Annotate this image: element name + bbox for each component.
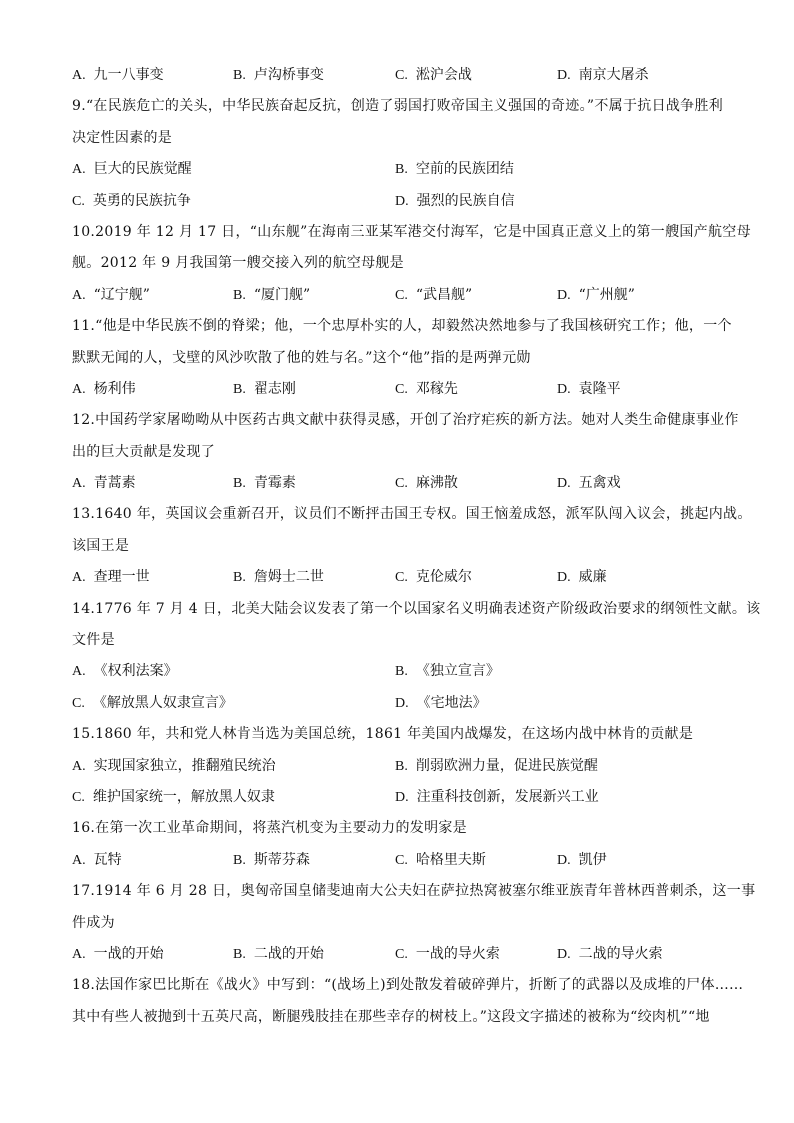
- q17-option-a[interactable]: A. 一战的开始: [72, 945, 164, 962]
- q16-options: [72, 845, 732, 876]
- q17-stem-line-2: 件成为: [72, 914, 115, 931]
- q15-options-row-1: [72, 751, 732, 782]
- q16-option-d[interactable]: D. 凯伊: [557, 851, 607, 868]
- q9-options-row-2: [72, 186, 732, 217]
- q8-option-c[interactable]: C. 淞沪会战: [395, 67, 472, 83]
- q17-stem-line-1: 17.1914 年 6 月 28 日，奥匈帝国皇储斐迪南大公夫妇在萨拉热窝被塞尔维亚族青年普林西普刺杀，这一事: [72, 883, 756, 900]
- q10-stem-line-1: 10.2019 年 12 月 17 日，“山东舰”在海南三亚某军港交付海军，它是中国真正意义上的第一艘国产航空母: [72, 223, 751, 240]
- q13-option-d[interactable]: D. 威廉: [557, 569, 607, 586]
- q14-stem-line-1: 14.1776 年 7 月 4 日，北美大陆会议发表了第一个以国家名义明确表述资产阶级政治要求的纲领性文献。该: [72, 600, 761, 617]
- q9-stem-line-1: 9.“在民族危亡的关头，中华民族奋起反抗，创造了弱国打败帝国主义强国的奇迹。”不属于抗日战争胜利: [72, 98, 724, 115]
- q12-option-b[interactable]: B. 青霉素: [233, 475, 296, 492]
- q11-option-d[interactable]: D. 袁隆平: [557, 380, 621, 397]
- q14-options-row-2: [72, 688, 732, 719]
- q8-options: [72, 60, 732, 91]
- exam-page: [72, 60, 761, 1033]
- q12-stem-line-1: 12.中国药学家屠呦呦从中医药古典文献中获得灵感，开创了治疗疟疾的新方法。她对人类生命健康事业作: [72, 412, 739, 429]
- q17-option-d[interactable]: D. 二战的导火索: [557, 945, 663, 962]
- q14-options-row-1: [72, 656, 732, 687]
- q12-option-c[interactable]: C. 麻沸散: [395, 475, 458, 492]
- q12-stem-line-2: 出的巨大贡献是发现了: [72, 443, 215, 460]
- q16-option-c[interactable]: C. 哈格里夫斯: [395, 851, 486, 868]
- q18-stem-line-2: 其中有些人被抛到十五英尺高，断腿残肢挂在那些幸存的树枝上。”这段文字描述的被称为“绞肉机”“地: [72, 1008, 710, 1025]
- q16-option-a[interactable]: A. 瓦特: [72, 851, 122, 868]
- q10-options: [72, 280, 732, 311]
- q15-options-row-2: [72, 782, 732, 813]
- q9-option-d[interactable]: D. 强烈的民族自信: [395, 192, 515, 209]
- q12-option-a[interactable]: A. 青蒿素: [72, 475, 136, 492]
- q15-option-d[interactable]: D. 注重科技创新，发展新兴工业: [395, 788, 599, 805]
- q11-stem-line-2: 默默无闻的人，戈壁的风沙吹散了他的姓与名。”这个“他”指的是两弹元勋: [72, 349, 531, 366]
- q14-option-c[interactable]: C. 《解放黑人奴隶宣言》: [72, 694, 233, 711]
- q15-option-a[interactable]: A. 实现国家独立，推翻殖民统治: [72, 757, 276, 774]
- q11-option-a[interactable]: A. 杨利伟: [72, 380, 136, 397]
- q9-options-row-1: [72, 154, 732, 185]
- q9-option-c[interactable]: C. 英勇的民族抗争: [72, 192, 191, 209]
- q11-options: [72, 374, 732, 405]
- q17-options: [72, 939, 732, 970]
- q14-option-d[interactable]: D. 《宅地法》: [395, 694, 487, 711]
- q13-option-b[interactable]: B. 詹姆士二世: [233, 569, 324, 586]
- q10-option-b[interactable]: B. “厦门舰”: [233, 286, 311, 303]
- q9-option-b[interactable]: B. 空前的民族团结: [395, 161, 514, 178]
- q8-option-b[interactable]: B. 卢沟桥事变: [233, 67, 324, 83]
- q8-option-d[interactable]: D. 南京大屠杀: [557, 67, 649, 83]
- q16-stem-line-1: 16.在第一次工业革命期间，将蒸汽机变为主要动力的发明家是: [72, 820, 467, 837]
- q17-option-c[interactable]: C. 一战的导火索: [395, 945, 500, 962]
- q16-option-b[interactable]: B. 斯蒂芬森: [233, 851, 310, 868]
- q11-option-b[interactable]: B. 翟志刚: [233, 380, 296, 397]
- q12-options: [72, 468, 732, 499]
- q17-option-b[interactable]: B. 二战的开始: [233, 945, 324, 962]
- q10-option-c[interactable]: C. “武昌舰”: [395, 286, 473, 303]
- q11-stem-line-1: 11.“他是中华民族不倒的脊梁；他，一个忠厚朴实的人，却毅然决然地参与了我国核研究工作；他，一个: [72, 318, 732, 335]
- q13-option-a[interactable]: A. 查理一世: [72, 569, 150, 586]
- q9-option-a[interactable]: A. 巨大的民族觉醒: [72, 161, 192, 178]
- q14-option-b[interactable]: B. 《独立宣言》: [395, 663, 500, 680]
- q12-option-d[interactable]: D. 五禽戏: [557, 475, 621, 492]
- q15-option-b[interactable]: B. 削弱欧洲力量，促进民族觉醒: [395, 757, 598, 774]
- q10-option-d[interactable]: D. “广州舰”: [557, 286, 635, 303]
- q10-option-a[interactable]: A. “辽宁舰”: [72, 286, 150, 303]
- q18-stem-line-1: 18.法国作家巴比斯在《战火》中写到：“(战场上)到处散发着破碎弹片，折断了的武器以及成堆的尸体……: [72, 977, 744, 994]
- q13-option-c[interactable]: C. 克伦威尔: [395, 569, 472, 586]
- q14-option-a[interactable]: A. 《权利法案》: [72, 663, 178, 680]
- q9-stem-line-2: 决定性因素的是: [72, 129, 173, 146]
- q10-stem-line-2: 舰。2012 年 9 月我国第一艘交接入列的航空母舰是: [72, 255, 404, 272]
- q15-stem-line-1: 15.1860 年，共和党人林肯当选为美国总统，1861 年美国内战爆发，在这场内战中林肯的贡献是: [72, 726, 694, 743]
- q14-stem-line-2: 文件是: [72, 632, 115, 649]
- q11-option-c[interactable]: C. 邓稼先: [395, 380, 458, 397]
- q15-option-c[interactable]: C. 维护国家统一，解放黑人奴隶: [72, 788, 275, 805]
- q13-stem-line-1: 13.1640 年，英国议会重新召开，议员们不断抨击国王专权。国王恼羞成怒，派军队闯入议会，挑起内战。: [72, 506, 752, 523]
- q8-option-a[interactable]: A. 九一八事变: [72, 67, 164, 83]
- q13-stem-line-2: 该国王是: [72, 537, 130, 554]
- q13-options: [72, 562, 732, 593]
